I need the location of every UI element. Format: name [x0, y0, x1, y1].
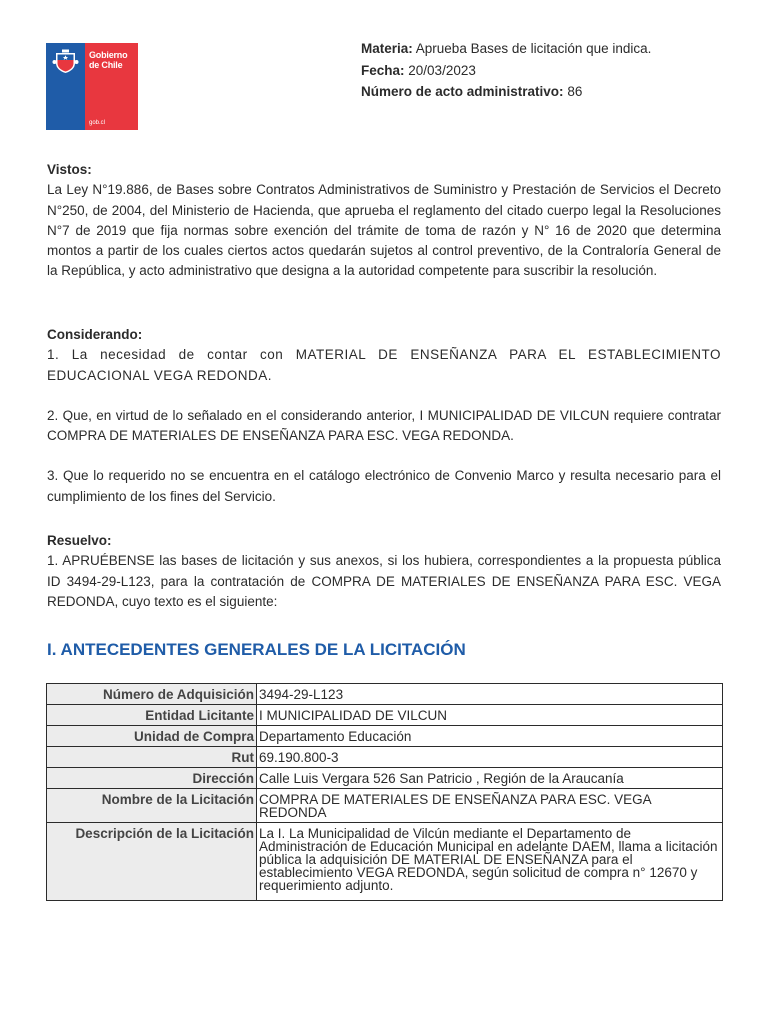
row-value: 3494-29-L123 — [257, 684, 723, 705]
fecha-label: Fecha: — [361, 62, 405, 78]
row-label: Descripción de la Licitación — [47, 823, 257, 901]
row-label: Dirección — [47, 768, 257, 789]
row-value: COMPRA DE MATERIALES DE ENSEÑANZA PARA ESC. VEGA REDONDA — [257, 789, 723, 823]
acto-label: Número de acto administrativo: — [361, 84, 564, 99]
table-row — [47, 747, 723, 768]
considerando-section — [47, 325, 721, 507]
resuelvo-section — [47, 531, 721, 612]
considerando-heading: Considerando: — [47, 327, 143, 342]
table-row — [47, 789, 723, 823]
fecha-line — [361, 60, 651, 82]
row-value: La I. La Municipalidad de Vilcún mediante el Departamento de Administración de Educación Municipal en adelante DAEM, llama a licitación pública la adquisición DE MATERIAL DE ENSEÑANZA para el establecimiento VEGA REDONDA, según solicitud de compra n° 12670 y requerimiento adjunto. — [257, 823, 723, 901]
acto-line — [361, 81, 651, 103]
coat-of-arms-icon — [52, 49, 79, 74]
vistos-text: La Ley N°19.886, de Bases sobre Contratos Administrativos de Suministro y Prestación de Servicios el Decreto N°250, de 2004, del Ministerio de Hacienda, que aprueba el reglamento del citado cuerpo legal la Resoluciones N°7 de 2019 que fija normas sobre exención del trámite de toma de razón y N° 16 de 2020 que determina montos a partir de los cuales ciertos actos quedarán sujetos al control preventivo, de la Contraloría General de la República, y acto administrativo que designa a la autoridad competente para suscribir la resolución. — [47, 182, 721, 279]
materia-value: Aprueba Bases de licitación que indica. — [415, 41, 652, 56]
row-label: Nombre de la Licitación — [47, 789, 257, 823]
gobierno-de-chile-logo — [46, 43, 138, 130]
logo-site: gob.cl — [89, 120, 106, 126]
table-row — [47, 768, 723, 789]
materia-label: Materia: — [361, 41, 413, 56]
row-value: Calle Luis Vergara 526 San Patricio , Región de la Araucanía — [257, 768, 723, 789]
logo-text-line2: de Chile — [89, 60, 123, 70]
materia-line — [361, 38, 651, 60]
fecha-value: 20/03/2023 — [408, 62, 476, 78]
logo-text-line1: Gobierno — [89, 50, 128, 60]
considerando-p3: 3. Que lo requerido no se encuentra en el catálogo electrónico de Convenio Marco y resulta necesario para el cumplimiento de los fines del Servicio. — [47, 468, 721, 504]
document-meta — [361, 38, 651, 103]
vistos-heading: Vistos: — [47, 162, 92, 177]
resuelvo-p1: 1. APRUÉBENSE las bases de licitación y sus anexos, si los hubiera, correspondientes a la propuesta pública ID 3494-29-L123, para la contratación de COMPRA DE MATERIALES DE ENSEÑANZA PARA ESC. VEGA REDONDA, cuyo texto es el siguiente: — [47, 553, 721, 609]
row-value: 69.190.800-3 — [257, 747, 723, 768]
logo-red-panel — [85, 43, 138, 130]
vistos-section — [47, 160, 721, 282]
antecedentes-table — [46, 683, 723, 901]
row-label: Número de Adquisición — [47, 684, 257, 705]
row-value: I MUNICIPALIDAD DE VILCUN — [257, 705, 723, 726]
row-value: Departamento Educación — [257, 726, 723, 747]
table-row — [47, 823, 723, 901]
acto-value: 86 — [567, 84, 583, 99]
logo-blue-panel — [46, 43, 85, 130]
row-label: Unidad de Compra — [47, 726, 257, 747]
table-row — [47, 705, 723, 726]
resuelvo-heading: Resuelvo: — [47, 533, 112, 548]
table-row — [47, 726, 723, 747]
table-row — [47, 684, 723, 705]
considerando-p1: 1. La necesidad de contar con MATERIAL DE ENSEÑANZA PARA EL ESTABLECIMIENTO EDUCACIONAL VEGA REDONDA. — [47, 347, 721, 383]
considerando-p2: 2. Que, en virtud de lo señalado en el considerando anterior, I MUNICIPALIDAD DE VILCUN requiere contratar COMPRA DE MATERIALES DE ENSEÑANZA PARA ESC. VEGA REDONDA. — [47, 407, 721, 444]
row-label: Entidad Licitante — [47, 705, 257, 726]
row-label: Rut — [47, 747, 257, 768]
section-title: I. ANTECEDENTES GENERALES DE LA LICITACIÓN — [47, 640, 466, 659]
